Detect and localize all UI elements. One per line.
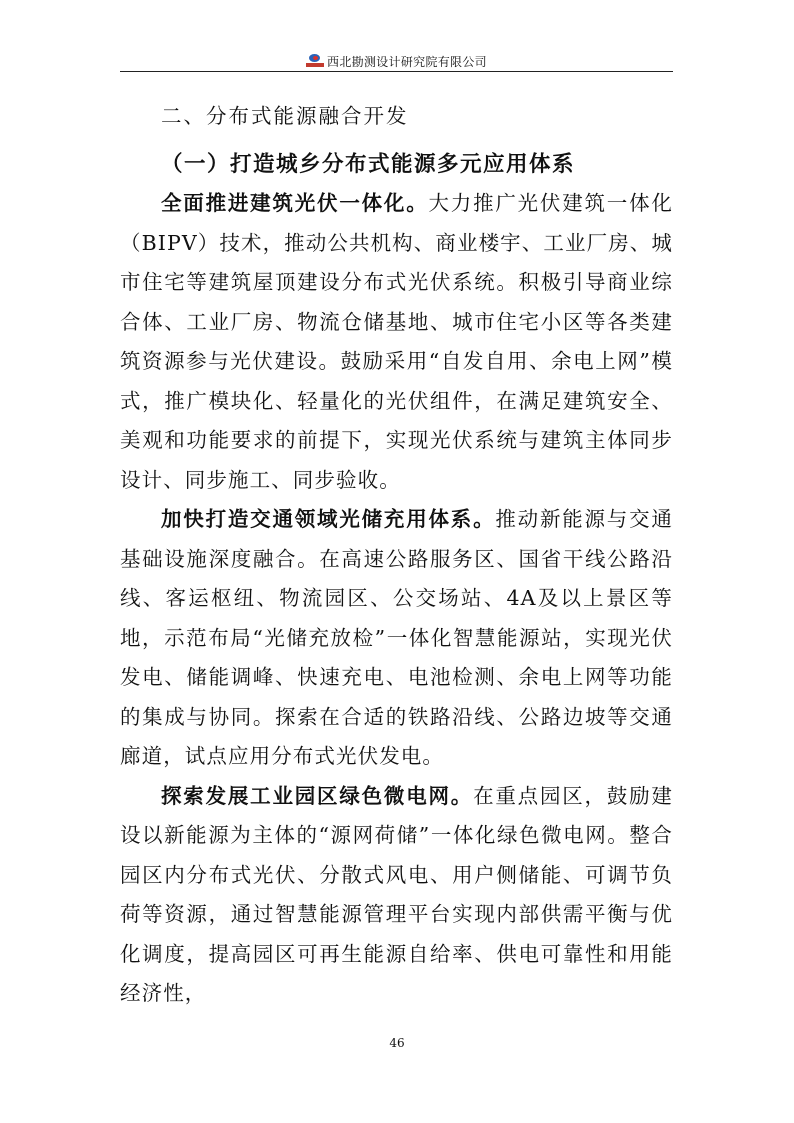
subsection-heading: （一）打造城乡分布式能源多元应用体系 <box>161 151 576 177</box>
paragraph-body: 大力推广光伏建筑一体化（BIPV）技术，推动公共机构、商业楼宇、工业厂房、城市住宅等建筑屋顶建设分布式光伏系统。积极引导商业综合体、工业厂房、物流仓储基地、城市住宅小区等各类建筑资源参与光伏建设。鼓励采用“自发自用、余电上网”模式，推广模块化、轻量化的光伏组件，在满足建筑安全、美观和功能要求的前提下，实现光伏系统与建筑主体同步设计、同步施工、同步验收。 <box>120 191 673 492</box>
paragraph-lead: 探索发展工业园区绿色微电网。 <box>161 783 474 808</box>
paragraph-body: 在重点园区，鼓励建设以新能源为主体的“源网荷储”一体化绿色微电网。整合园区内分布式光伏、分散式风电、用户侧储能、可调节负荷等资源，通过智慧能源管理平台实现内部供需平衡与优化调度，提高园区可再生能源自给率、供电可靠性和用能经济性， <box>120 783 674 1005</box>
paragraph-lead: 加快打造交通领域光储充用体系。 <box>161 507 496 531</box>
paragraph-building-pv <box>120 184 673 500</box>
company-logo-icon <box>306 54 324 68</box>
section-heading: 二、分布式能源融合开发 <box>161 104 409 128</box>
document-body <box>120 97 673 1014</box>
page-number: 46 <box>389 1036 405 1050</box>
header-company-name: 西北勘测设计研究院有限公司 <box>327 54 487 69</box>
paragraph-microgrid <box>120 777 673 1014</box>
paragraph-lead: 全面推进建筑光伏一体化。 <box>161 191 429 215</box>
header-divider <box>120 71 673 72</box>
page-header <box>120 50 673 72</box>
paragraph-transport <box>120 500 673 777</box>
paragraph-body: 推动新能源与交通基础设施深度融合。在高速公路服务区、国省干线公路沿线、客运枢纽、物流园区、公交场站、4A及以上景区等地，示范布局“光储充放检”一体化智慧能源站，实现光伏发电、储能调峰、快速充电、电池检测、余电上网等功能的集成与协同。探索在合适的铁路沿线、公路边坡等交通廊道，试点应用分布式光伏发电。 <box>120 507 673 768</box>
